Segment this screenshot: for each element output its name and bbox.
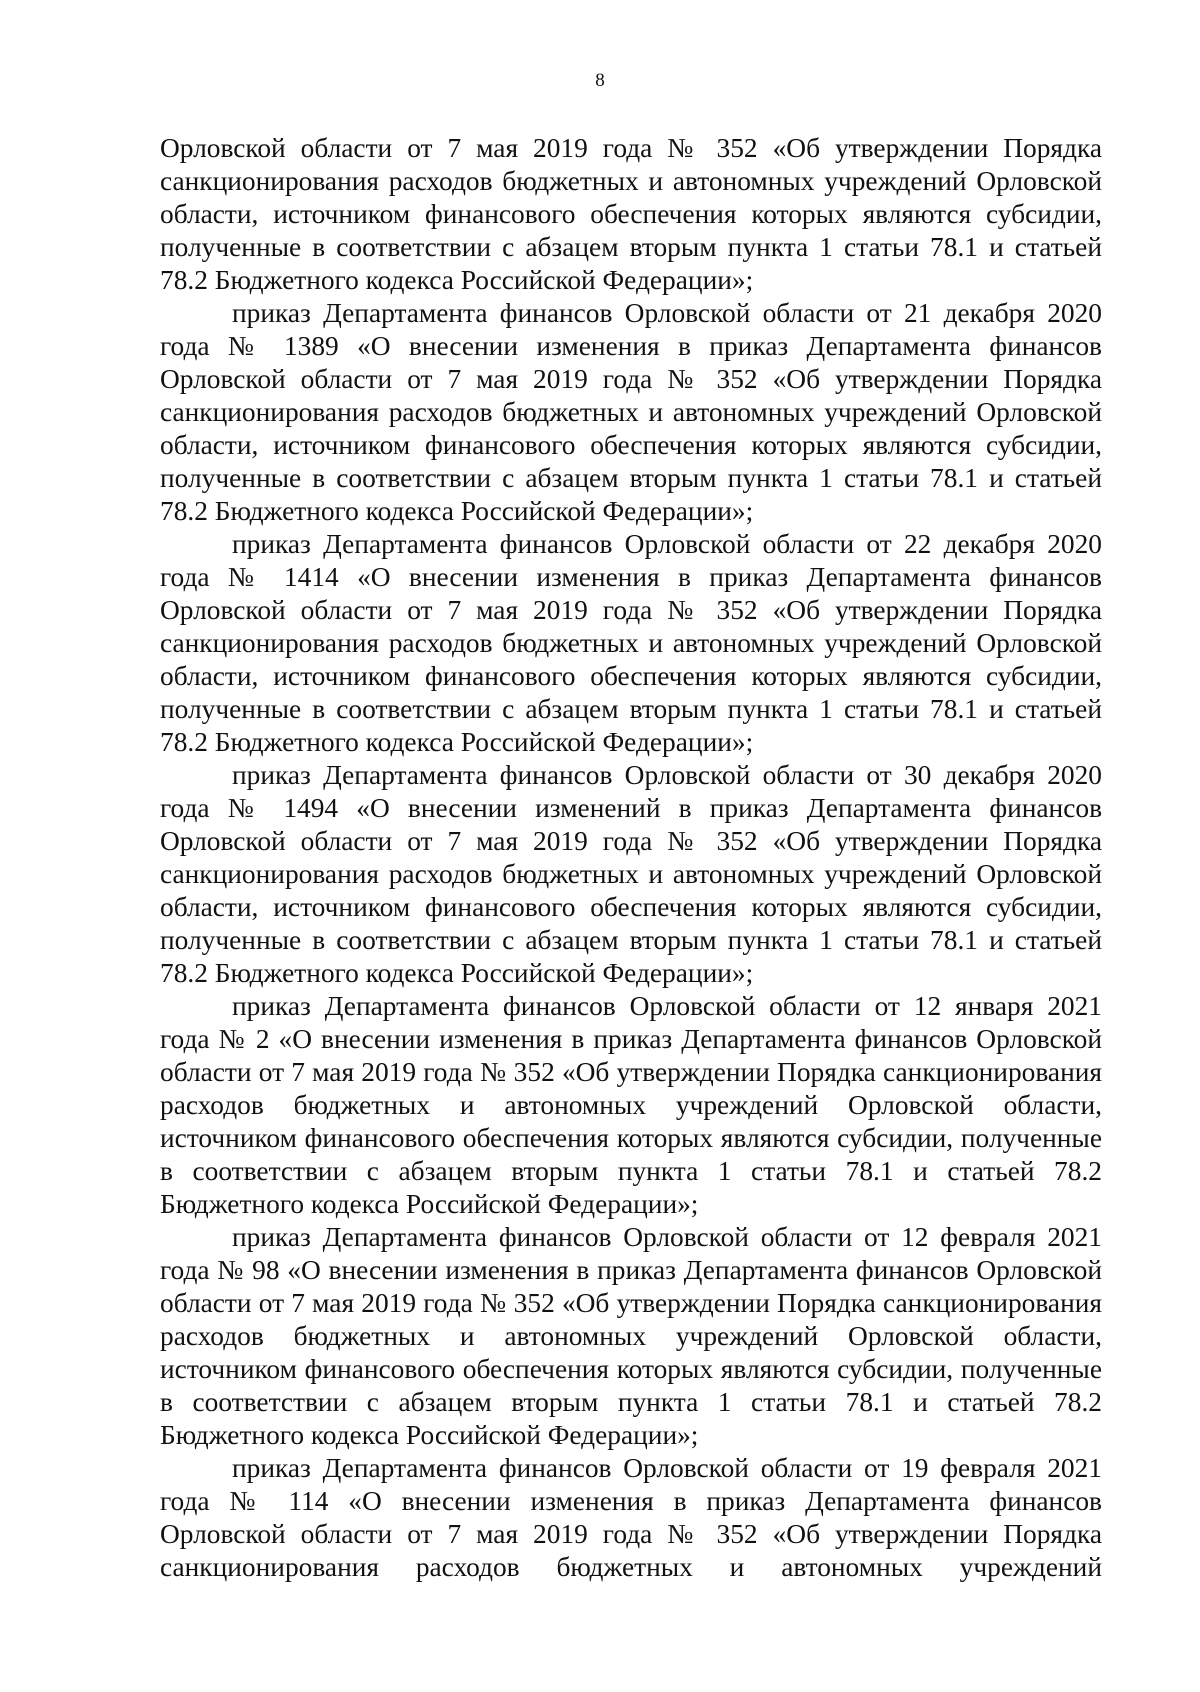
paragraph-order-1494: приказ Департамента финансов Орловской области от 30 декабря 2020 года № 1494 «О внесении изменений в приказ Департамента финансов Орловской области от 7 мая 2019 года № 352 «Об утверждении Порядка санкционирования расходов бюджетных и автономных учреждений Орловской области, источником финансового обеспечения которых являются субсидии, полученные в соответствии с абзацем вторым пункта 1 статьи 78.1 и статьей 78.2 Бюджетного кодекса Российской Федерации»; xyxy=(160,760,1102,988)
paragraph-order-1389: приказ Департамента финансов Орловской области от 21 декабря 2020 года № 1389 «О внесении изменения в приказ Департамента финансов Орловской области от 7 мая 2019 года № 352 «Об утверждении Порядка санкционирования расходов бюджетных и автономных учреждений Орловской области, источником финансового обеспечения которых являются субсидии, полученные в соответствии с абзацем вторым пункта 1 статьи 78.1 и статьей 78.2 Бюджетного кодекса Российской Федерации»; xyxy=(160,298,1102,526)
paragraph-order-114: приказ Департамента финансов Орловской области от 19 февраля 2021 года № 114 «О внесении изменения в приказ Департамента финансов Орловской области от 7 мая 2019 года № 352 «Об утверждении Порядка санкционирования расходов бюджетных и автономных учреждений xyxy=(160,1453,1102,1582)
paragraph-continuation: Орловской области от 7 мая 2019 года № 352 «Об утверждении Порядка санкционирования расходов бюджетных и автономных учреждений Орловской области, источником финансового обеспечения которых являются субсидии, полученные в соответствии с абзацем вторым пункта 1 статьи 78.1 и статьей 78.2 Бюджетного кодекса Российской Федерации»; xyxy=(160,133,1102,295)
document-body xyxy=(160,132,1102,1584)
paragraph-order-98: приказ Департамента финансов Орловской области от 12 февраля 2021 года № 98 «О внесении изменения в приказ Департамента финансов Орловской области от 7 мая 2019 года № 352 «Об утверждении Порядка санкционирования расходов бюджетных и автономных учреждений Орловской области, источником финансового обеспечения которых являются субсидии, полученные в соответствии с абзацем вторым пункта 1 статьи 78.1 и статьей 78.2 Бюджетного кодекса Российской Федерации»; xyxy=(160,1222,1102,1450)
page-number: 8 xyxy=(595,70,605,91)
paragraph-order-2: приказ Департамента финансов Орловской области от 12 января 2021 года № 2 «О внесении изменения в приказ Департамента финансов Орловской области от 7 мая 2019 года № 352 «Об утверждении Порядка санкционирования расходов бюджетных и автономных учреждений Орловской области, источником финансового обеспечения которых являются субсидии, полученные в соответствии с абзацем вторым пункта 1 статьи 78.1 и статьей 78.2 Бюджетного кодекса Российской Федерации»; xyxy=(160,991,1102,1219)
paragraph-order-1414: приказ Департамента финансов Орловской области от 22 декабря 2020 года № 1414 «О внесении изменения в приказ Департамента финансов Орловской области от 7 мая 2019 года № 352 «Об утверждении Порядка санкционирования расходов бюджетных и автономных учреждений Орловской области, источником финансового обеспечения которых являются субсидии, полученные в соответствии с абзацем вторым пункта 1 статьи 78.1 и статьей 78.2 Бюджетного кодекса Российской Федерации»; xyxy=(160,529,1102,757)
